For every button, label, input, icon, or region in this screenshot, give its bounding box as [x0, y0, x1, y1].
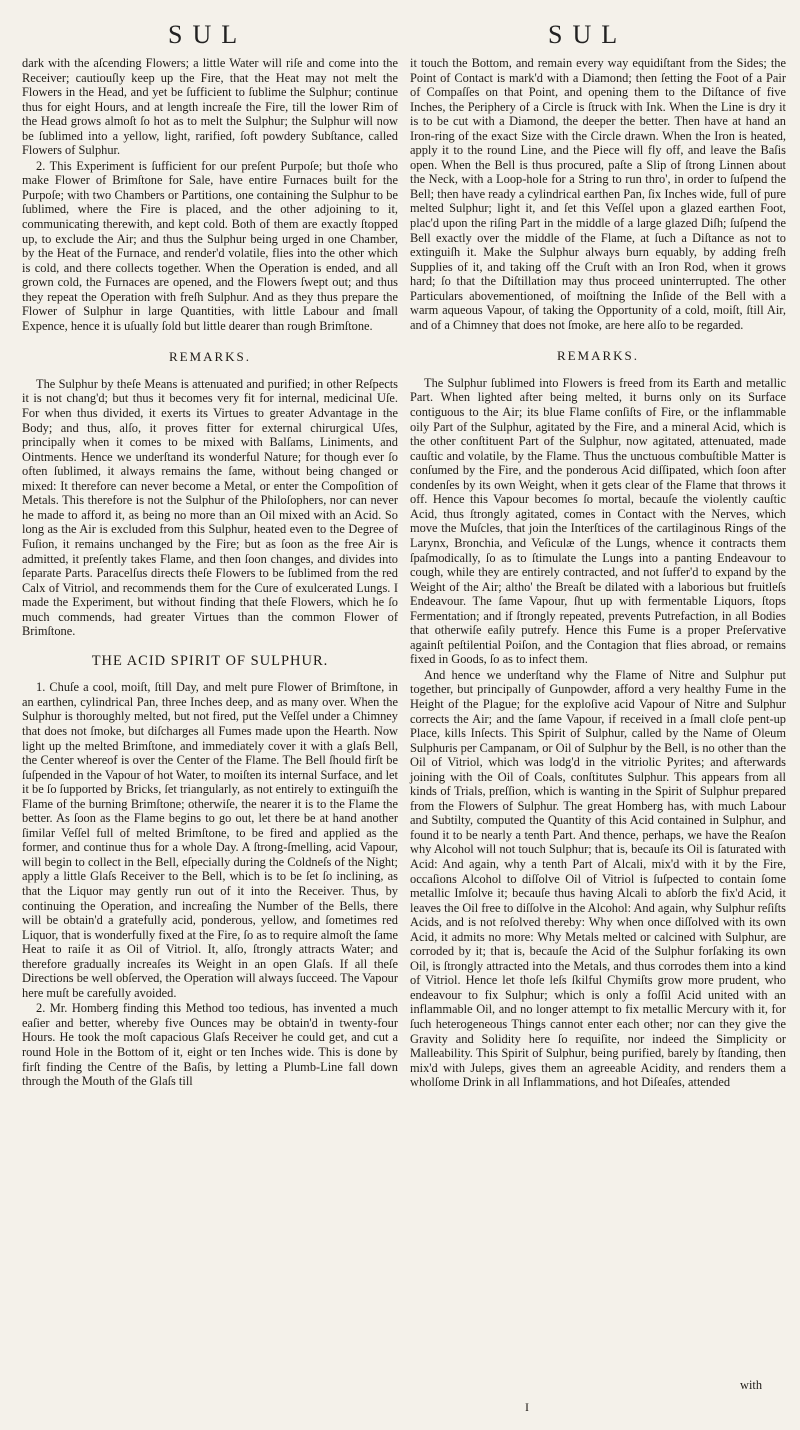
remarks-heading: REMARKS. — [168, 349, 252, 365]
body-paragraph: The Sulphur by theſe Means is attenuated and purified; in other Reſpects it is not chang'd; but thus it becomes very fit for internal, medicinal Uſe. For when thus divided, it exerts its Virtues to greater Advantage in the Body; and thus, alſo, it proves fitter for external chirurgical Uſes, principally when it comes to be mixed with Balſams, Liniments, and Ointments. Hence we underſtand its wonderful Nature; for though ever ſo often ſublimed, it always remains the ſame, without being changed or mixed: It therefore can never become a Metal, or enter the Compoſition of Metals. This therefore is not the Sulphur of the Philoſophers, nor can never he made to afford it, as being no more than an Oil mixed with an Acid. So long as the Air is excluded from this Sulphur, heated even to the Degree of Fuſion, it remains unchanged by the Fire; but as ſoon as the free Air is admitted, it preſently takes Flame, and then ſoon changes, and divides into ſeparate Parts. Paracelſus directs theſe Flowers to be ſublimed from the red Calx of Vitriol, and recommends them for the Cure of exulcerated Lungs. I made the Experiment, but without finding that theſe Flowers, which he ſo much commends, had greater Virtues than the common Flower of Brimſtone. — [22, 376, 398, 639]
catchword: with — [740, 1378, 763, 1392]
body-paragraph: 2. Mr. Homberg finding this Method too tedious, has invented a much eaſier and better, whereby five Ounces may be obtain'd in twenty-four Hours. He took the moſt capacious Glaſs Receiver he could get, and cut a round Hole in the Bottom of it, eight or ten Inches wide. This is done by firſt finding the Centre of the Baſis, by letting a Plumb-Line fall down through the Mouth of the Glaſs till — [22, 1001, 398, 1089]
headword-right: SUL — [548, 20, 628, 49]
body-paragraph: 1. Chuſe a cool, moiſt, ſtill Day, and melt pure Flower of Brimſtone, in an earthen, cylindrical Pan, three Inches deep, and as many over. When the Sulphur is thoroughly melted, but not fired, put the Veſſel under a Chimney that does not ſmoke, but diſcharges all Fumes made upon the Hearth. Now light up the melted Brimſtone, and immediately cover it with a glaſs Bell, the Center whereof is over the Center of the Flame. The Bell ſhould firſt be ſuſpended in the Vapour of hot Water, to moiſten its internal Surface, and let it be ſo ſupported by Bricks, ſet triangularly, as not entirely to extinguiſh the Flame of the burning Brimſtone; otherwiſe, the nearer it is to the Flame the better. As ſoon as the Flame begins to go out, let there be at hand another ſimilar Veſſel full of melted Brimſtone, to be fired and applied as the former, and continue thus for a whole Day. A ſtrong-ſmelling, acid Vapour, will begin to collect in the Bell, eſpecially during the Coldneſs of the Night; apply a little Glaſs Receiver to the Bell, which is to be ſet ſo inclining, as that the Liquor may gently run out of it into the Receiver. Thus, by continuing the Operation, and increaſing the Number of the Bells, there will be obtain'd a gratefully acid, ponderous, yellow, and ſometimes red Liquor, that is wonderfully fixed at the Fire, ſo as to require almoſt the ſame Heat to raiſe it as Oil of Vitriol. It, alſo, ſtrongly attracts Water; and therefore gradually increaſes its Weight in an open Glaſs. If all theſe Directions be well obſerved, the Operation will always ſucceed. The Vapour here muſt be carefully avoided. — [22, 680, 398, 1000]
body-paragraph: dark with the aſcending Flowers; a little Water will riſe and come into the Receiver; cautiouſly keep up the Fire, that the Heat may not melt the Flowers in the Head, and yet be ſufficient to ſublime the Sulphur; continue thus for eight Hours, and at length increaſe the Fire, till the lower Rim of the Head grows almoſt ſo hot as to melt the Sulphur; the Sulphur will now be ſublimed into a yellow, light, rarified, ſoft powdery Subſtance, called Flowers of Sulphur. — [22, 56, 398, 158]
body-paragraph: it touch the Bottom, and remain every way equidiſtant from the Sides; the Point of Contact is mark'd with a Diamond; then ſetting the Foot of a Pair of Compaſſes on that Point, and opening them to the Diſtance of five Inches, the Periphery of a Circle is ſtruck with Ink. When the Line is dry it is to be cut with a Diamond, the deeper the better. Then have at hand an Iron-ring of the exact Size with the Circle drawn. When the Iron is heated, apply it to the round Line, and the Piece will fly off, and leave the Baſis open. When the Bell is thus procured, paſte a Slip of ſtrong Linnen about the Neck, with a Loop-hole for a String to run thro', in order to ſuſpend the Bell; then have ready a cylindrical earthen Pan, ſix Inches wide, full of pure melted Sulphur; light it, and ſet this Veſſel upon a glazed earthen Foot, plac'd upon the riſing Part in the middle of a large glazed Diſh; ſuſpend the Bell exactly over the middle of the Flame, at ſuch a Diſtance as not to extinguiſh it. Make the Sulphur always burn equably, by adding freſh Supplies of it, and taking off the Cruſt with an Iron Rod, when it grows hard; ſo that the Diſtillation may thus proceed uninterrupted. The other Particulars abovementioned, of moiſtning the Inſide of the Bell with a warm aqueous Vapour, of taking the Opportunity of a cold, moiſt, ſtill Air, and of a Chimney that does not ſmoke, are here alſo to be regarded. — [410, 56, 786, 332]
remarks-heading: REMARKS. — [556, 348, 640, 364]
signature-mark: I — [525, 1400, 529, 1414]
headword-left: SUL — [168, 20, 248, 49]
left-column — [22, 56, 398, 1090]
body-paragraph: 2. This Experiment is ſufficient for our preſent Purpoſe; but thoſe who make Flower of Brimſtone for Sale, have entire Furnaces built for the Purpoſe; with two Chambers or Partitions, one containing the Sulphur to be ſublimed, where the Fire is placed, and the other adjoining to it, communicating therewith, and kept cold. Both of them are exactly ſtopped up, to exclude the Air; and thus the Sulphur being urged in one Chamber, by the Heat of the Furnace, and render'd volatile, flies into the other which is cold, and there collects together. When the Operation is ended, and all grown cold, the Furnaces are opened, and the Flowers ſwept out; and thus they repeat the Operation with freſh Sulphur. And as they thus prepare the Flower of Sulphur in large Quantities, with little Labour and ſmall Expence, hence it is uſually ſold but little dearer than rough Brimſtone. — [22, 158, 398, 333]
right-column — [410, 56, 786, 1091]
running-header — [0, 20, 800, 54]
body-paragraph: The Sulphur ſublimed into Flowers is freed from its Earth and metallic Part. When lighted after being melted, it burns only on its Surface contiguous to the Air; its blue Flame conſiſts of Fire, or the inflammable oily Part of the Sulphur, agitated by the Fire, and a mineral Acid, which is the other conſtituent Part of the Sulphur, now agitated, attenuated, made cauſtic and volatile, by the Flame. Thus the unctuous combuſtible Matter is conſumed by the Fire, and the ponderous Acid diſſipated, which ſoon after condenſes by its own Weight, when it gets clear of the Flame that throws it off. Hence this Vapour becomes ſo mortal, becauſe the violently cauſtic Acid, thus ſtrongly agitated, comes in Contact with the Nerves, which move the Muſcles, that join the Interſtices of the cartilaginous Rings of the Larynx, Bronchia, and Veſiculæ of the Lungs, whence it contracts them ſpaſmodically, ſo as to ſtimulate the Lungs into a panting Endeavour to cough, while they are entirely contracted, and not ſuffer'd to expand by the Weight of the Air; altho' the Breaſt be dilated with a laborious but fruitleſs Endeavour. The ſame Vapour, ſhut up with fermentable Liquors, ſtops Fermentation; and if ſtrongly repeated, prevents Putrefaction, in all Bodies that otherwiſe eaſily putrefy. Hence this Fume is a proper Preſervative againſt peſtilential Poiſon, and the Contagion that flies abroad, or remains fixed in Goods, ſo as to infect them. — [410, 375, 786, 667]
section-heading: THE ACID SPIRIT OF SULPHUR. — [91, 652, 329, 669]
body-paragraph: And hence we underſtand why the Flame of Nitre and Sulphur put together, but principally of Gunpowder, afford a very healthy Fume in the Height of the Plague; for the exploſive acid Vapour of Nitre and Sulphur corrects the Air; and the ſame Vapour, if received in a ſmall cloſe pent-up Place, kills Inſects. This Spirit of Sulphur, called by the Name of Oleum Sulphuris per Campanam, or Oil of Sulphur by the Bell, is no other than the Oil of Vitriol, which was lodg'd in the vitriolic Pyrites; and afterwards joining with the Oil of Coals, conſtitutes Sulphur. This appears from all kinds of Trials, preſſion, which is wanting in the Spirit of Sulphur prepared from the Flowers of Sulphur. The great Homberg has, with much Labour and Subtilty, computed the Quantity of this Acid contained in Sulphur, and found it to be nearly a tenth Part. And thence, perhaps, we have the Reaſon why Alcohol will not touch Sulphur; that is, becauſe its Oil is ſaturated with Acid: And again, why a tenth Part of Alcali, mix'd with it by the Fire, occaſions Alcohol to diſſolve Oil of Vitriol is ſuſpected to contain ſome metallic Imſolve it; becauſe thus having Alcali to abſorb the fix'd Acid, it leaves the Oil free to diſſolve in the Alcohol: And again, why Sulphur reſiſts Acids, and is not reſolved thereby: Why when once diſſolved with its own Acid, it admits no more: Why Metals melted or calcined with Sulphur, are corroded by it; that is, becauſe the Acid of the Sulphur forſaking its own Oil, is ſtrongly attracted into the Metals, and thus corrodes them into a kind of Vitriol. Hence let thoſe leſs ſkilful Chymiſts grow more prudent, who endeavour to fix Sulphur; which is only a foſſil Acid united with an inflammable Oil, and no longer attempt to fix metallic Mercury with it, for ſuch heterogeneous Things cannot enter each other; nor can they give the Gravity and Solidity here ſo requiſite, nor indeed the Simplicity or Malleability. This Spirit of Sulphur, being purified, barely by ſtanding, then mix'd with Juleps, gives them an agreeable Acidity, and renders them a wholſome Drink in all Inflammations, and hot Diſeaſes, attended — [410, 667, 786, 1090]
